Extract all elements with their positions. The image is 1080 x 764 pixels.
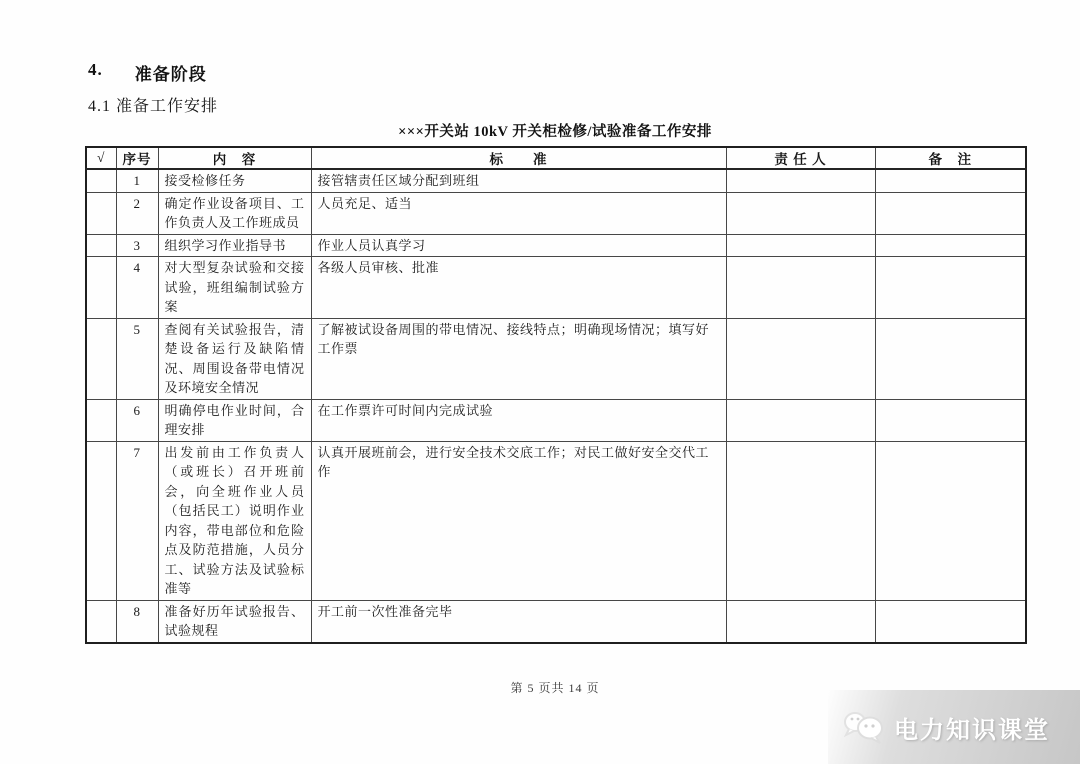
section-number: 4. xyxy=(88,60,103,79)
cell-content: 确定作业设备项目、工作负责人及工作班成员 xyxy=(158,192,311,234)
table-row xyxy=(86,399,1026,441)
table-row xyxy=(86,318,1026,399)
table-row xyxy=(86,192,1026,234)
header-standard: 标 准 xyxy=(311,147,726,169)
cell-content: 明确停电作业时间，合理安排 xyxy=(158,399,311,441)
cell-no: 1 xyxy=(116,169,158,192)
cell-content: 出发前由工作负责人（或班长）召开班前会，向全班作业人员（包括民工）说明作业内容，带电部位和危险点及防范措施，人员分工、试验方法及试验标准等 xyxy=(158,441,311,600)
cell-content: 查阅有关试验报告，清楚设备运行及缺陷情况、周围设备带电情况及环境安全情况 xyxy=(158,318,311,399)
cell-check xyxy=(86,600,116,643)
cell-no: 7 xyxy=(116,441,158,600)
cell-content: 接受检修任务 xyxy=(158,169,311,192)
cell-check xyxy=(86,399,116,441)
preparation-table xyxy=(85,146,1027,644)
header-content: 内 容 xyxy=(158,147,311,169)
cell-check xyxy=(86,441,116,600)
cell-responsible xyxy=(726,600,875,643)
cell-standard: 作业人员认真学习 xyxy=(311,234,726,257)
table-row xyxy=(86,600,1026,643)
table-row xyxy=(86,441,1026,600)
cell-no: 4 xyxy=(116,257,158,319)
cell-standard: 各级人员审核、批准 xyxy=(311,257,726,319)
cell-note xyxy=(875,169,1026,192)
cell-no: 2 xyxy=(116,192,158,234)
cell-content: 准备好历年试验报告、试验规程 xyxy=(158,600,311,643)
subsection-heading: 4.1 准备工作安排 xyxy=(88,98,219,115)
cell-check xyxy=(86,318,116,399)
cell-standard: 接管辖责任区域分配到班组 xyxy=(311,169,726,192)
cell-standard: 在工作票许可时间内完成试验 xyxy=(311,399,726,441)
cell-check xyxy=(86,192,116,234)
cell-responsible xyxy=(726,441,875,600)
table-header-row xyxy=(86,147,1026,169)
page-number: 第 5 页共 14 页 xyxy=(510,681,600,695)
cell-responsible xyxy=(726,318,875,399)
cell-note xyxy=(875,257,1026,319)
cell-responsible xyxy=(726,399,875,441)
cell-check xyxy=(86,257,116,319)
cell-note xyxy=(875,192,1026,234)
table-body xyxy=(86,169,1026,643)
header-check: √ xyxy=(86,147,116,169)
section-title: 准备阶段 xyxy=(134,65,207,84)
cell-content: 对大型复杂试验和交接试验，班组编制试验方案 xyxy=(158,257,311,319)
table-row xyxy=(86,257,1026,319)
watermark xyxy=(828,690,1080,764)
cell-no: 3 xyxy=(116,234,158,257)
section-heading xyxy=(88,60,207,85)
cell-responsible xyxy=(726,192,875,234)
cell-note xyxy=(875,399,1026,441)
cell-no: 6 xyxy=(116,399,158,441)
cell-standard: 了解被试设备周围的带电情况、接线特点；明确现场情况；填写好工作票 xyxy=(311,318,726,399)
header-note: 备 注 xyxy=(875,147,1026,169)
cell-note xyxy=(875,318,1026,399)
header-no: 序号 xyxy=(116,147,158,169)
wechat-icon xyxy=(842,707,888,747)
cell-standard: 认真开展班前会，进行安全技术交底工作；对民工做好安全交代工作 xyxy=(311,441,726,600)
cell-check xyxy=(86,234,116,257)
cell-content: 组织学习作业指导书 xyxy=(158,234,311,257)
cell-note xyxy=(875,441,1026,600)
table-row xyxy=(86,169,1026,192)
table-row xyxy=(86,234,1026,257)
cell-note xyxy=(875,600,1026,643)
watermark-label: 电力知识课堂 xyxy=(894,716,1050,744)
cell-responsible xyxy=(726,257,875,319)
cell-check xyxy=(86,169,116,192)
header-responsible: 责 任 人 xyxy=(726,147,875,169)
cell-standard: 人员充足、适当 xyxy=(311,192,726,234)
cell-note xyxy=(875,234,1026,257)
cell-no: 5 xyxy=(116,318,158,399)
cell-responsible xyxy=(726,234,875,257)
cell-no: 8 xyxy=(116,600,158,643)
cell-responsible xyxy=(726,169,875,192)
cell-standard: 开工前一次性准备完毕 xyxy=(311,600,726,643)
table-title: ×××开关站 10kV 开关柜检修/试验准备工作安排 xyxy=(398,124,712,140)
